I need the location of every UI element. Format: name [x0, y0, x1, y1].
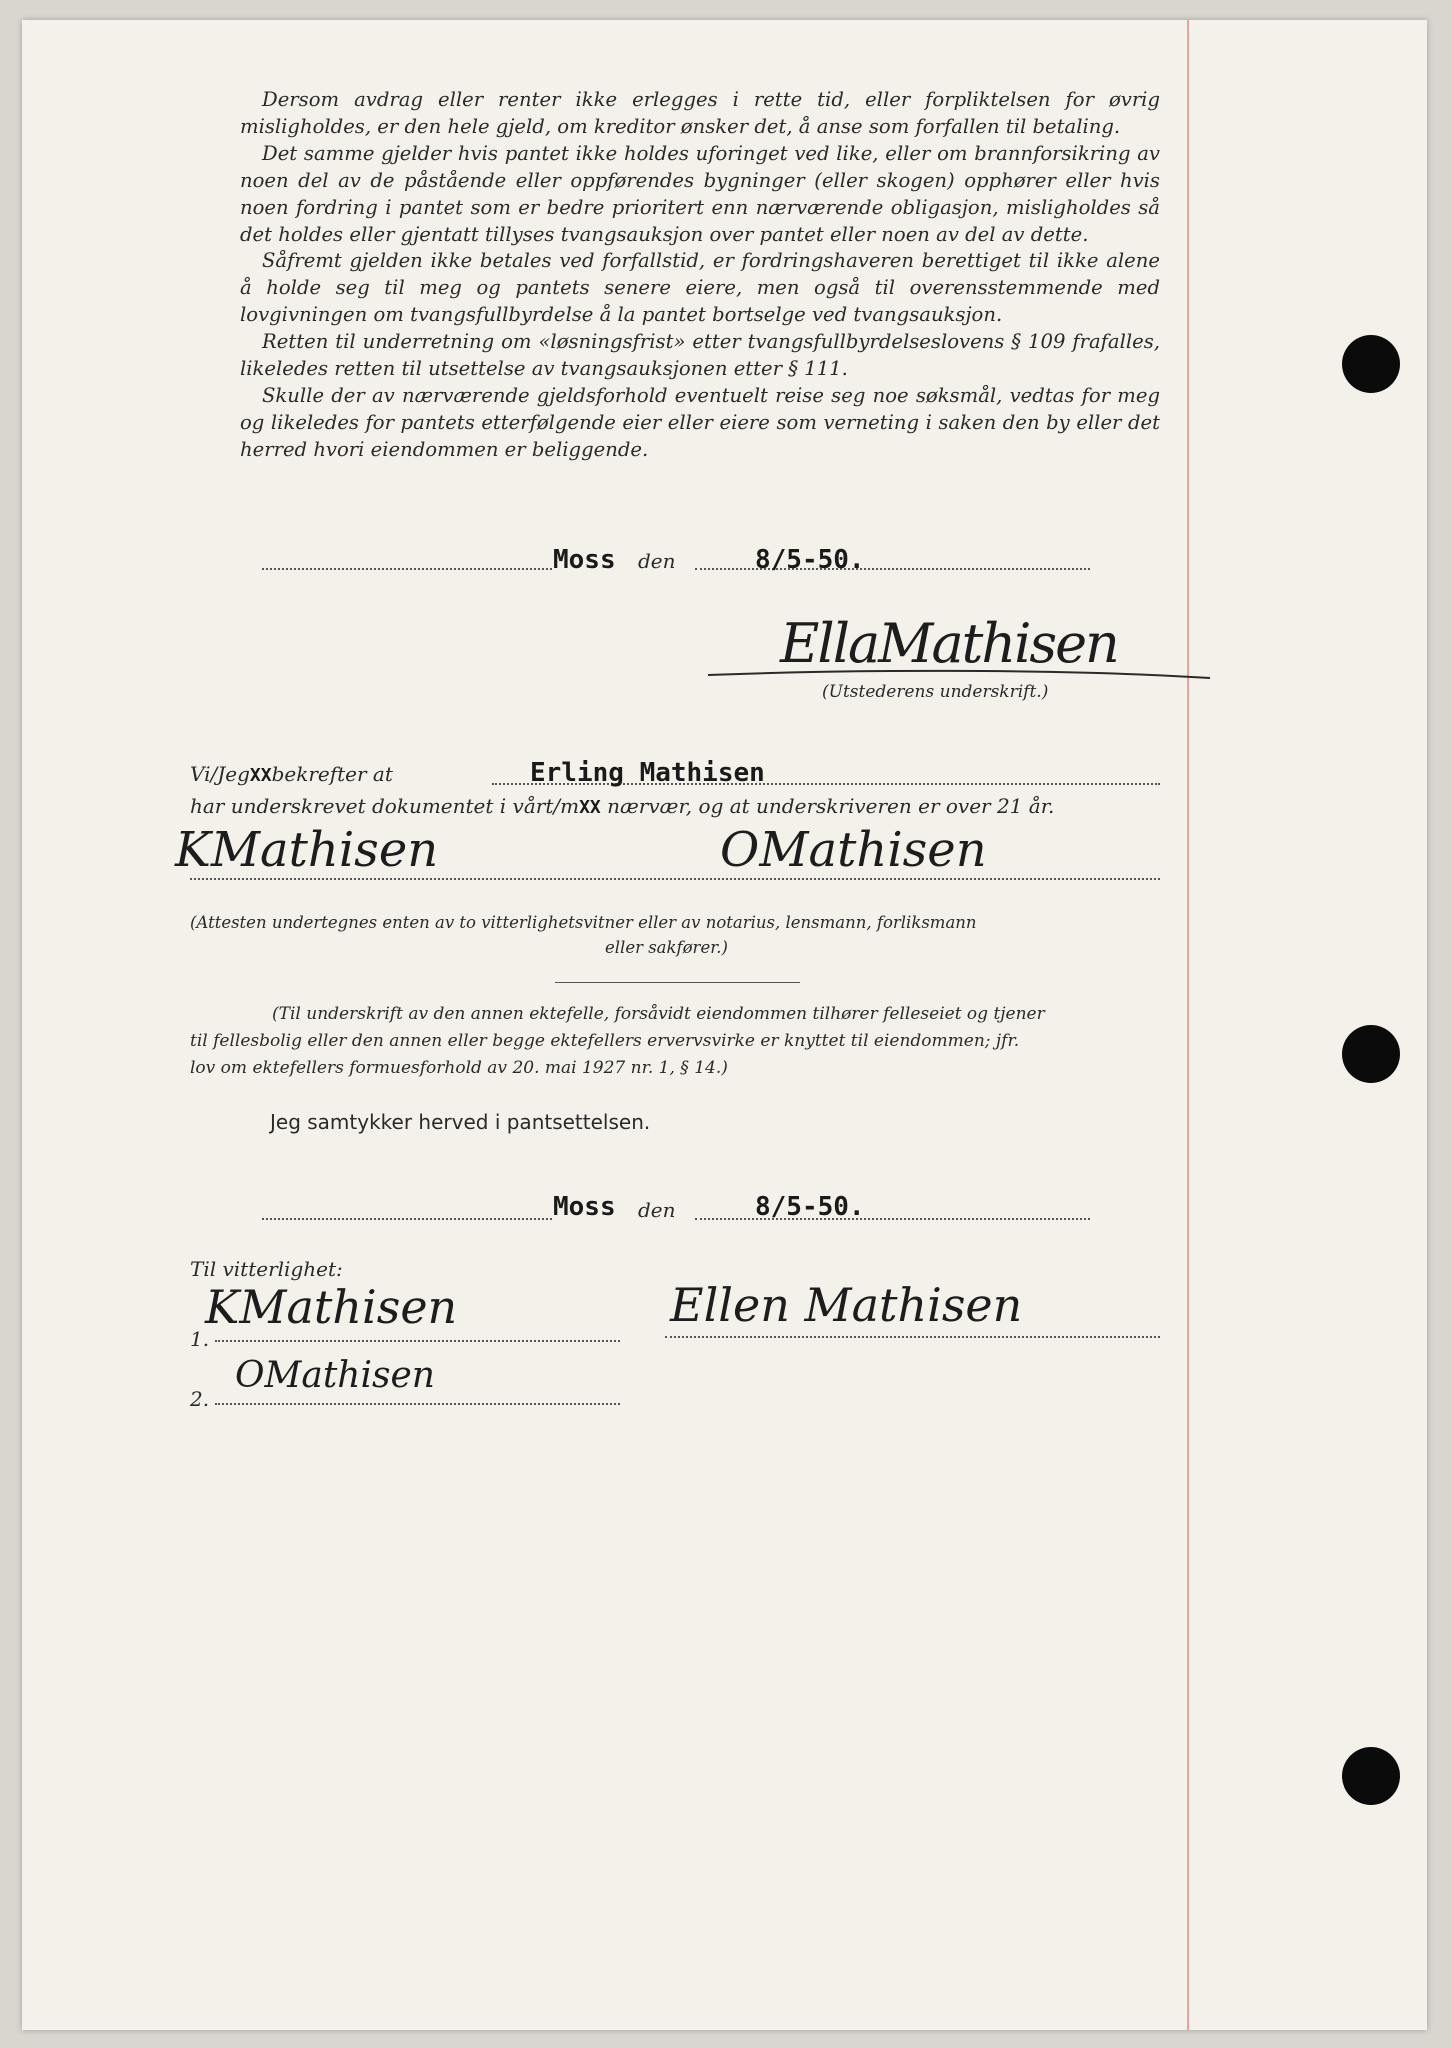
struck-text: XX — [579, 797, 601, 818]
date: 8/5-50. — [755, 1192, 865, 1222]
dotted-line — [665, 1336, 1160, 1338]
issuer-signature-text: EllaMathisen — [780, 612, 1118, 675]
date: 8/5-50. — [755, 545, 865, 575]
paragraph: Retten til underretning om «løsningsfrist» etter tvangsfullbyrdelseslovens § 109 frafalles, likeledes retten til utsettelse av tvangsauksjonen etter § 111. — [240, 330, 1160, 381]
attest-note-2: eller sakfører.) — [605, 938, 728, 957]
paragraph: Det samme gjelder hvis pantet ikke holdes uforinget ved like, eller om brannforsikring av noen del av de påstående eller oppførendes bygninger (eller skogen) opphører eller hvis noen fordring i pantet som er bedre prioritert enn nærværende obligasjon, misligholdes så det holdes eller gjentatt tillyses tvangsauksjon over pantet eller noen av del av dette. — [240, 141, 1160, 246]
spouse-note-1: (Til underskrift av den annen ektefelle, forsåvidt eiendommen tilhører felleseiet og tjener — [272, 1004, 1045, 1024]
paragraph: Dersom avdrag eller renter ikke erlegges i rette tid, eller forpliktelsen for øvrig misligholdes, er den hele gjeld, om kreditor ønsker det, å anse som forfallen til betaling. — [240, 88, 1160, 138]
den-label: den — [638, 1198, 676, 1222]
attest-suffix: bekrefter at — [271, 762, 393, 786]
dotted-line — [262, 568, 552, 570]
attest-note-1: (Attesten undertegnes enten av to vitterlighetsvitner eller av notarius, lensmann, forliksmann — [190, 913, 977, 932]
witness-signature-2: OMathisen — [720, 822, 987, 878]
attest-line2-prefix: har underskrevet dokumentet i vårt/m — [190, 794, 580, 818]
attest-prefix: Vi/Jeg — [190, 762, 250, 786]
witness-number: 1. — [190, 1327, 210, 1351]
attest-line2 — [190, 794, 1054, 818]
dotted-line — [262, 1218, 552, 1220]
den-label: den — [638, 549, 676, 573]
attest-line2-suffix: nærvær, og at underskriveren er over 21 år. — [607, 794, 1055, 818]
attested-name: Erling Mathisen — [530, 758, 765, 788]
witness1-signature: KMathisen — [205, 1280, 458, 1334]
struck-text: XX — [249, 765, 272, 786]
place: Moss — [553, 1192, 616, 1222]
spouse-note-2: til fellesbolig eller den annen eller begge ektefellers ervervsvirke er knyttet til eiendommen; jfr. — [190, 1031, 1020, 1051]
terms-text — [240, 87, 1160, 464]
witness-number: 2. — [190, 1387, 210, 1411]
til-vitterlighet: Til vitterlighet: — [190, 1257, 343, 1281]
separator — [555, 982, 800, 983]
spouse-signature: Ellen Mathisen — [670, 1278, 1023, 1332]
witness-signature-1: KMathisen — [175, 822, 439, 878]
paragraph: Skulle der av nærværende gjeldsforhold eventuelt reise seg noe søksmål, vedtas for meg og likeledes for pantets etterfølgende eier eller eiere som verneting i saken den by eller det herred hvori eiendommen er beliggende. — [240, 383, 1160, 461]
dotted-line — [215, 1403, 620, 1405]
place: Moss — [553, 545, 616, 575]
paragraph: Såfremt gjelden ikke betales ved forfallstid, er fordringshaveren berettiget til ikke alene å holde seg til meg og pantets senere eiere, men også til overensstemmende med lovgivningen om tvangsfullbyrdelse å la pantet bortselge ved tvangsauksjon. — [240, 249, 1160, 327]
witness2-signature: OMathisen — [235, 1355, 435, 1396]
punch-hole — [1342, 335, 1400, 393]
punch-hole — [1342, 1747, 1400, 1805]
spouse-note-3: lov om ektefellers formuesforhold av 20. mai 1927 nr. 1, § 14.) — [190, 1058, 728, 1078]
punch-hole — [1342, 1025, 1400, 1083]
dotted-line — [190, 878, 1160, 880]
dotted-line — [215, 1340, 620, 1342]
attest-line1 — [190, 762, 393, 786]
consent-text: Jeg samtykker herved i pantsettelsen. — [270, 1110, 651, 1134]
margin-line — [1187, 20, 1189, 2030]
issuer-caption: (Utstederens underskrift.) — [822, 682, 1049, 702]
